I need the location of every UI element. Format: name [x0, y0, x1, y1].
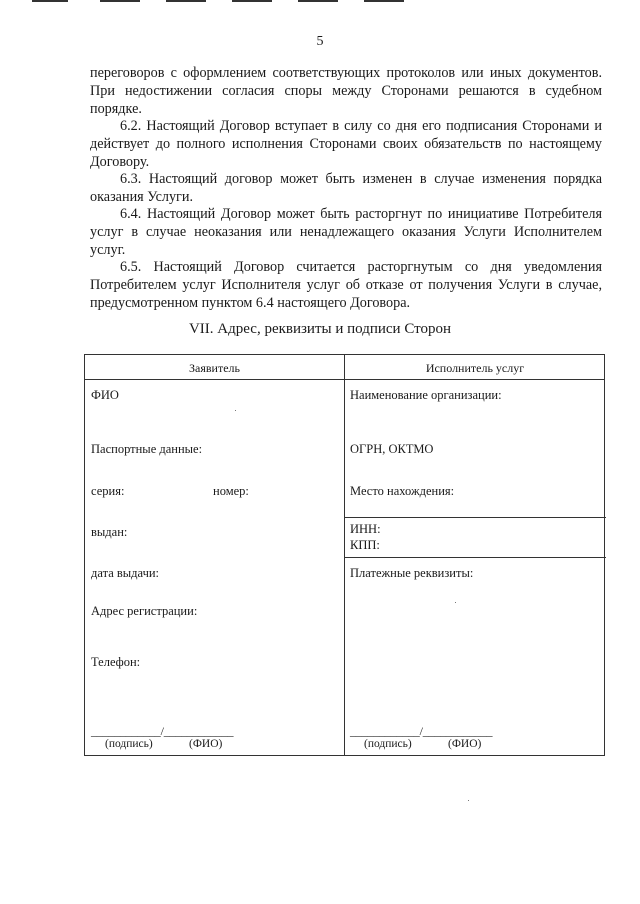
- page-number: 5: [316, 34, 324, 49]
- paragraph-6-2: 6.2. Настоящий Договор вступает в силу со дня его подписания Сторонами и действует до полного исполнения Сторонами своих обязательств по настоящему Договору.: [90, 118, 602, 170]
- row-divider-location: [344, 517, 606, 518]
- applicant-phone-label: Телефон:: [91, 655, 141, 669]
- column-divider: [344, 355, 345, 755]
- applicant-fio-label: ФИО: [91, 388, 119, 402]
- applicant-series-label: серия:: [91, 484, 125, 498]
- row-divider-payment: [344, 557, 606, 558]
- contractor-header: Исполнитель услуг: [425, 361, 525, 375]
- top-dash: [364, 0, 404, 2]
- parties-details-table: [84, 354, 605, 756]
- contractor-org-name-label: Наименование организации:: [350, 388, 502, 402]
- scan-speck: [235, 410, 236, 411]
- applicant-name-caption: (ФИО): [189, 738, 223, 750]
- applicant-header: Заявитель: [189, 361, 240, 375]
- contractor-signature-caption: (подпись): [364, 738, 412, 750]
- applicant-number-label: номер:: [213, 484, 249, 498]
- top-dash: [32, 0, 68, 2]
- applicant-signature-line: ____________/____________: [91, 724, 234, 738]
- applicant-passport-label: Паспортные данные:: [91, 442, 203, 456]
- scan-speck: [455, 602, 456, 603]
- top-dash: [232, 0, 272, 2]
- contractor-location-label: Место нахождения:: [350, 484, 455, 498]
- applicant-issue-date-label: дата выдачи:: [91, 566, 160, 580]
- contractor-signature-line: ____________/____________: [350, 724, 493, 738]
- contractor-inn-label: ИНН:: [350, 522, 381, 536]
- section-heading: VII. Адрес, реквизиты и подписи Сторон: [188, 321, 452, 337]
- scan-speck: [468, 800, 469, 801]
- contractor-payment-label: Платежные реквизиты:: [350, 566, 474, 580]
- top-dash: [100, 0, 140, 2]
- applicant-issued-by-label: выдан:: [91, 525, 128, 539]
- applicant-reg-address-label: Адрес регистрации:: [91, 604, 198, 618]
- paragraph-continuation: переговоров с оформлением соответствующих протоколов или иных документов. При недостижении согласия споры между Сторонами решаются в судебном порядке.: [90, 65, 602, 117]
- paragraph-6-4: 6.4. Настоящий Договор может быть расторгнут по инициативе Потребителя услуг в случае неоказания или ненадлежащего оказания Услуги Исполнителем услуг.: [90, 206, 602, 258]
- paragraph-6-5: 6.5. Настоящий Договор считается расторгнутым со дня уведомления Потребителем услуг Исполнителя услуг об отказе от получения Услуги в случае, предусмотренном пунктом 6.4 настоящего Договора.: [90, 259, 602, 311]
- header-divider: [85, 379, 604, 380]
- contractor-kpp-label: КПП:: [350, 538, 380, 552]
- paragraph-6-3: 6.3. Настоящий договор может быть изменен в случае изменения порядка оказания Услуги.: [90, 171, 602, 205]
- applicant-signature-caption: (подпись): [105, 738, 153, 750]
- top-dash: [166, 0, 206, 2]
- contractor-ogrn-label: ОГРН, ОКТМО: [350, 442, 434, 456]
- contractor-name-caption: (ФИО): [448, 738, 482, 750]
- top-dash: [298, 0, 338, 2]
